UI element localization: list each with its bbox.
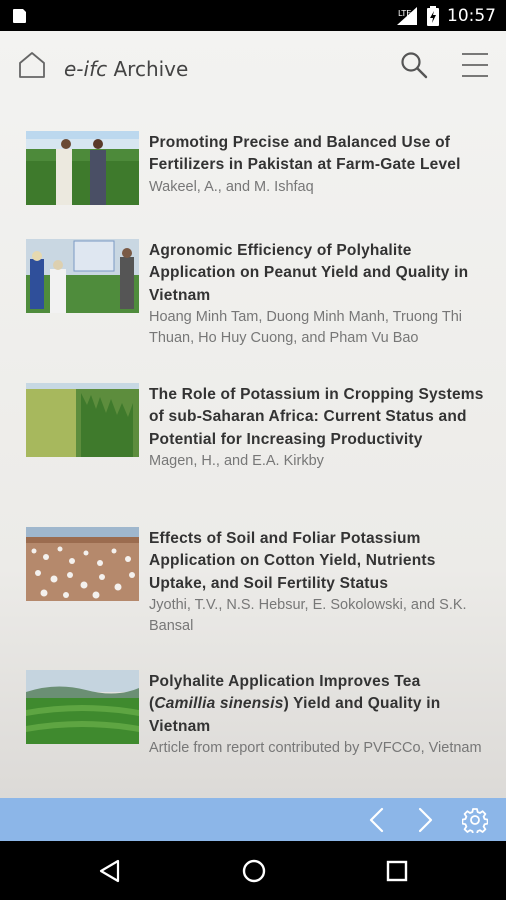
article-title[interactable]: Agronomic Efficiency of Polyhalite Application on Peanut Yield and Quality in Vietnam <box>149 242 469 304</box>
chevron-right-icon[interactable] <box>414 807 436 833</box>
article-authors: Wakeel, A., and M. Ishfaq <box>149 178 314 195</box>
app-title-rest: Archive <box>107 57 189 81</box>
article-thumbnail-peanut-field <box>26 239 139 313</box>
article-authors: Article from report contributed by PVFCCo, Vietnam <box>149 739 482 756</box>
gear-icon[interactable] <box>462 807 488 833</box>
app-content <box>0 31 506 798</box>
article-thumbnail-wheat-field <box>26 131 139 205</box>
search-icon[interactable] <box>400 51 428 79</box>
bottom-toolbar <box>0 798 506 841</box>
article-title[interactable]: The Role of Potassium in Cropping Systems of sub-Saharan Africa: Current Status and Potential for Increasing Productivity <box>149 386 484 448</box>
article-authors: Hoang Minh Tam, Duong Minh Manh, Truong Thi Thuan, Ho Huy Cuong, and Pham Vu Bao <box>149 308 462 347</box>
article-title[interactable]: Effects of Soil and Foliar Potassium Application on Cotton Yield, Nutrients Uptake, and Soil Fertility Status <box>149 530 436 592</box>
signal-icon <box>397 7 419 25</box>
article-title[interactable] <box>149 671 489 738</box>
article-text <box>149 528 489 637</box>
back-triangle-icon[interactable] <box>96 857 124 885</box>
article-thumbnail-cotton-field <box>26 527 139 601</box>
app-title <box>64 57 188 81</box>
network-label: LTE <box>398 8 412 18</box>
article-thumbnail-tea-plantation <box>26 670 139 744</box>
status-bar <box>0 0 506 31</box>
system-nav-bar <box>0 841 506 900</box>
chevron-left-icon[interactable] <box>366 807 388 833</box>
sd-card-icon <box>12 7 28 24</box>
article-authors: Jyothi, T.V., N.S. Hebsur, E. Sokolowski, and S.K. Bansal <box>149 596 467 635</box>
article-text <box>149 671 489 759</box>
article-thumbnail-maize-field <box>26 383 139 457</box>
article-title-part: Polyhalite Application Improves Tea ( <box>149 673 421 713</box>
home-circle-icon[interactable] <box>240 857 268 885</box>
article-text <box>149 384 489 472</box>
article-title-species: Camillia sinensis <box>154 695 284 713</box>
article-text <box>149 132 489 198</box>
app-header <box>0 31 506 103</box>
app-title-brand: e-ifc <box>64 57 108 81</box>
article-title[interactable]: Promoting Precise and Balanced Use of Fertilizers in Pakistan at Farm-Gate Level <box>149 134 461 174</box>
recents-square-icon[interactable] <box>384 858 410 884</box>
home-icon[interactable] <box>18 51 46 79</box>
menu-icon[interactable] <box>461 52 489 78</box>
article-text <box>149 240 489 349</box>
clock: 10:57 <box>447 5 496 26</box>
battery-icon <box>427 6 439 26</box>
article-authors: Magen, H., and E.A. Kirkby <box>149 452 324 469</box>
article-title-part: ) Yield and Quality in Vietnam <box>149 695 441 735</box>
